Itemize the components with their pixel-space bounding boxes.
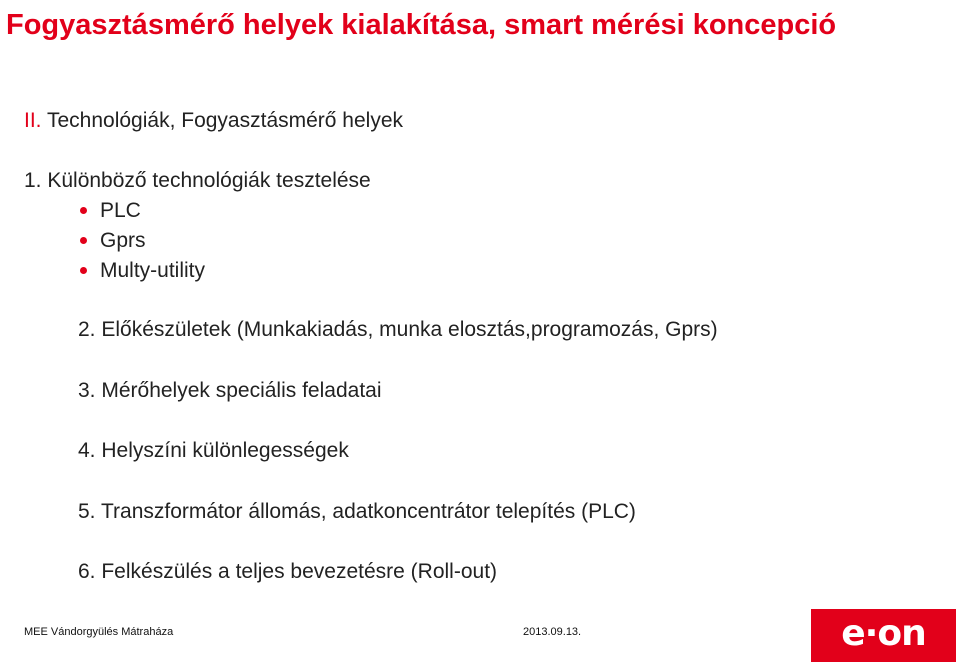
bullet-label: PLC	[100, 199, 141, 222]
list-item-2: 2. Előkészületek (Munkakiadás, munka elosztás,programozás, Gprs)	[78, 318, 718, 341]
logo-text: e·on	[841, 612, 926, 654]
bullet-dot-icon	[80, 267, 87, 274]
list-item-1: 1. Különböző technológiák tesztelése	[24, 169, 371, 192]
footer-event: MEE Vándorgyülés Mátraháza	[24, 626, 174, 638]
bullet-dot-icon	[80, 207, 87, 214]
bullet-label: Gprs	[100, 229, 146, 252]
section-heading	[24, 106, 403, 136]
bullet-dot-icon	[80, 237, 87, 244]
eon-logo	[811, 609, 956, 662]
list-item-6: 6. Felkészülés a teljes bevezetésre (Roll-out)	[78, 560, 498, 583]
list-item-3: 3. Mérőhelyek speciális feladatai	[78, 379, 382, 402]
list-item-4: 4. Helyszíni különlegességek	[78, 439, 349, 462]
footer-date: 2013.09.13.	[523, 626, 582, 638]
slide-title: Fogyasztásmérő helyek kialakítása, smart mérési koncepció	[6, 9, 837, 41]
bullet-label: Multy-utility	[100, 259, 206, 282]
section-title: Technológiák, Fogyasztásmérő helyek	[46, 109, 403, 132]
section-number: II.	[24, 109, 42, 132]
list-item-5: 5. Transzformátor állomás, adatkoncentrátor telepítés (PLC)	[78, 500, 636, 523]
